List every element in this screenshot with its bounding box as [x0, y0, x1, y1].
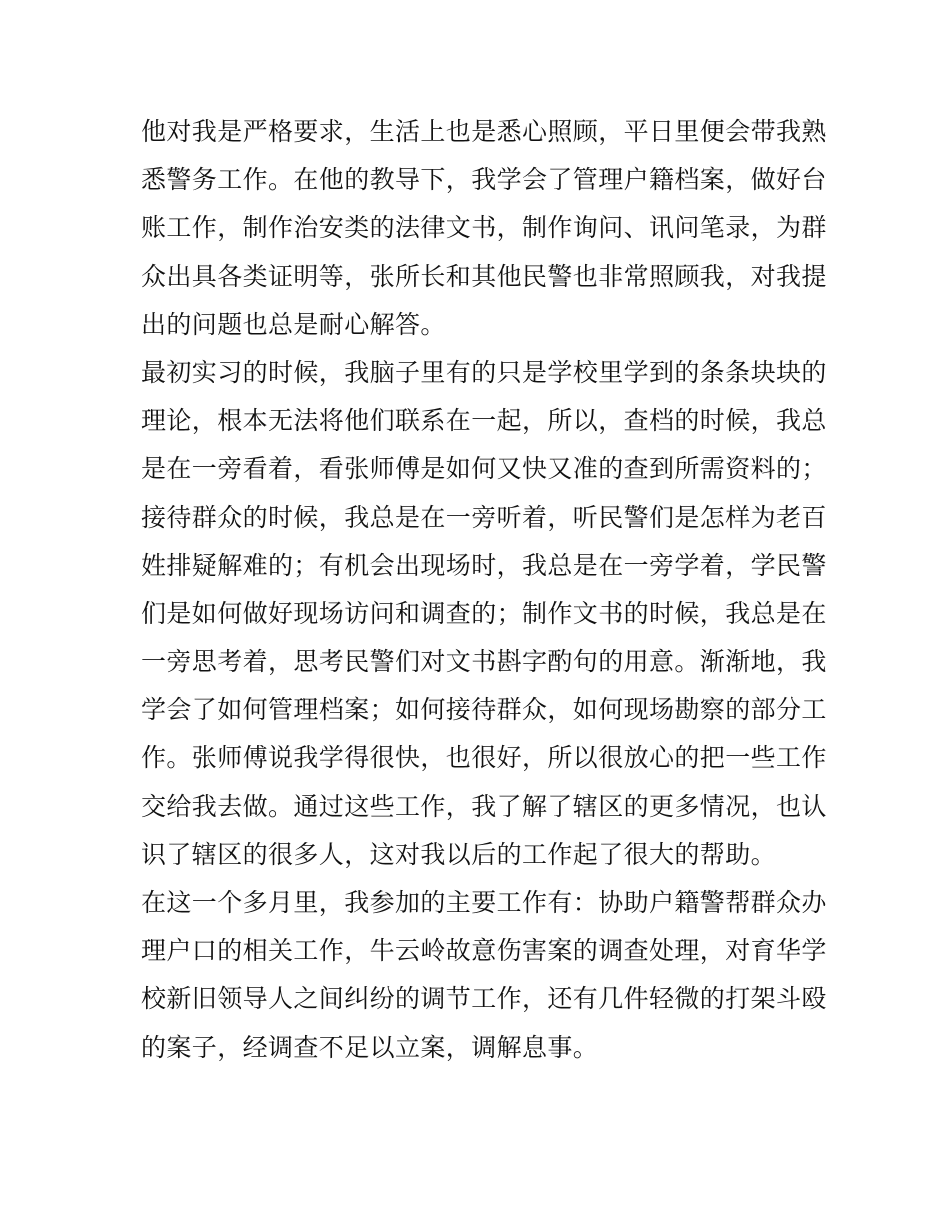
text-line: 们是如何做好现场访问和调查的；制作文书的时候，我总是在	[141, 598, 827, 628]
text-line: 的案子，经调查不足以立案，调解息事。	[141, 1032, 599, 1062]
text-line: 交给我去做。通过这些工作，我了解了辖区的更多情况，也认	[141, 791, 827, 821]
text-line: 一旁思考着，思考民警们对文书斟字酌句的用意。渐渐地，我	[141, 647, 827, 677]
text-line: 校新旧领导人之间纠纷的调节工作，还有几件轻微的打架斗殴	[141, 984, 827, 1014]
text-line: 接待群众的时候，我总是在一旁听着，听民警们是怎样为老百	[141, 502, 827, 532]
document-body	[141, 108, 827, 1072]
text-line: 他对我是严格要求，生活上也是悉心照顾，平日里便会带我熟	[141, 117, 827, 146]
text-line: 在这一个多月里，我参加的主要工作有：协助户籍警帮群众办	[141, 888, 827, 917]
text-line: 是在一旁看着，看张师傅是如何又快又准的查到所需资料的；	[141, 454, 827, 484]
text-line: 众出具各类证明等，张所长和其他民警也非常照顾我，对我提	[141, 261, 827, 291]
text-line: 理户口的相关工作，牛云岭故意伤害案的调查处理，对育华学	[141, 936, 827, 966]
text-line: 作。张师傅说我学得很快，也很好，所以很放心的把一些工作	[141, 743, 827, 773]
text-line: 最初实习的时候，我脑子里有的只是学校里学到的条条块块的	[141, 357, 827, 387]
text-line: 学会了如何管理档案；如何接待群众，如何现场勘察的部分工	[141, 695, 827, 725]
text-line: 识了辖区的很多人，这对我以后的工作起了很大的帮助。	[141, 839, 777, 869]
text-line: 姓排疑解难的；有机会出现场时，我总是在一旁学着，学民警	[141, 550, 827, 580]
text-line: 账工作，制作治安类的法律文书，制作询问、讯问笔录，为群	[141, 213, 827, 243]
text-line: 悉警务工作。在他的教导下，我学会了管理户籍档案，做好台	[141, 165, 827, 195]
text-line: 理论，根本无法将他们联系在一起，所以，查档的时候，我总	[141, 406, 827, 436]
text-line: 出的问题也总是耐心解答。	[141, 309, 446, 339]
